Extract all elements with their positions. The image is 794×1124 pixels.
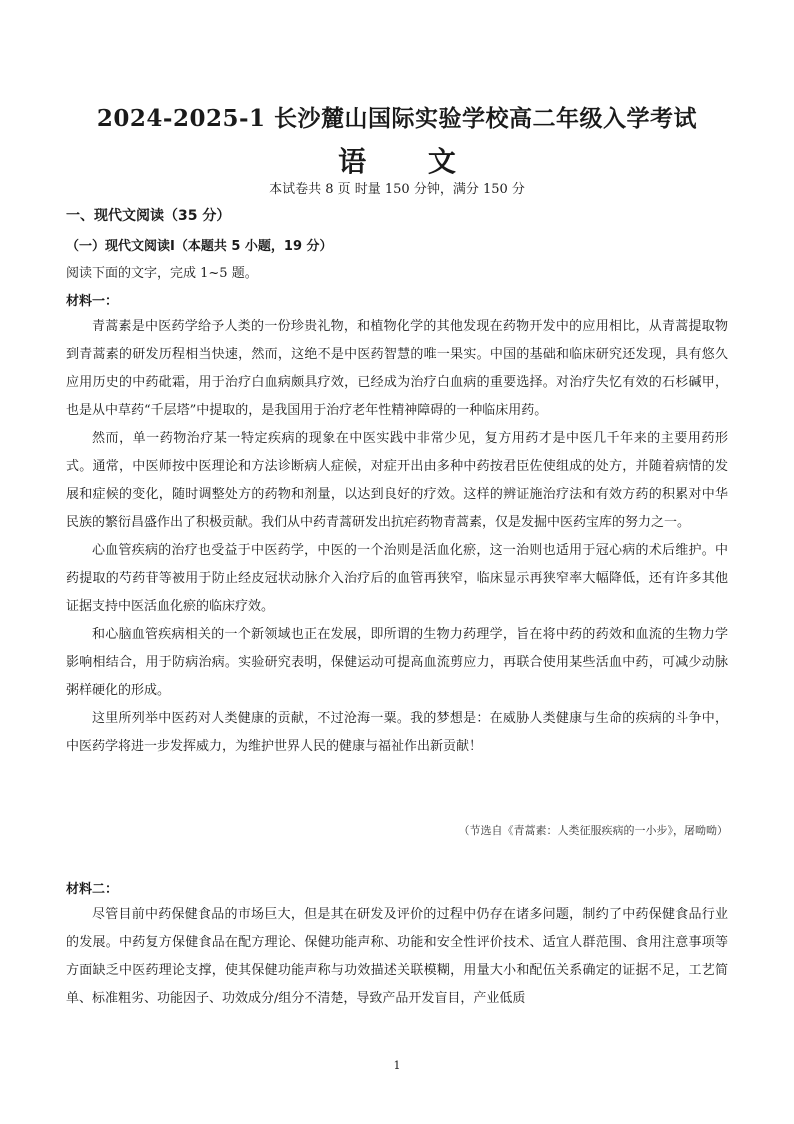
subject-title: 语 文 — [338, 145, 482, 178]
page-number: 1 — [393, 1059, 401, 1072]
material-one-paragraph: 然而，单一药物治疗某一特定疾病的现象在中医实践中非常少见，复方用药才是中医几千年来的主要用药形式。通常，中医师按中医理论和方法诊断病人症候，对症开出由多种中药按君臣佐使组成的处方，并随着病情的发展和症候的变化，随时调整处方的药物和剂量，以达到良好的疗效。这样的辨证施治疗法和有效方药的积累对中华民族的繁衍昌盛作出了积极贡献。我们从中药青蒿研发出抗疟药物青蒿素，仅是发掘中医药宝库的努力之一。 — [66, 431, 728, 530]
material-one-paragraph: 心血管疾病的治疗也受益于中医药学，中医的一个治则是活血化瘀，这一治则也适用于冠心病的术后维护。中药提取的芍药苷等被用于防止经皮冠状动脉介入治疗后的血管再狭窄，临床显示再狭窄率大幅降低，还有许多其他证据支持中医活血化瘀的临床疗效。 — [66, 543, 728, 614]
material-one-paragraph: 这里所列举中医药对人类健康的贡献，不过沧海一粟。我的梦想是：在威胁人类健康与生命的疾病的斗争中，中医药学将进一步发挥威力，为维护世界人民的健康与福祉作出新贡献！ — [66, 711, 728, 754]
material-one-paragraph: 和心脑血管疾病相关的一个新领域也正在发展，即所谓的生物力药理学，旨在将中药的药效和血流的生物力学影响相结合，用于防病治病。实验研究表明，保健运动可提高血流剪应力，再联合使用某些活血中药，可减少动脉粥样硬化的形成。 — [66, 627, 728, 698]
material-two-paragraph: 尽管目前中药保健食品的市场巨大，但是其在研发及评价的过程中仍存在诸多问题，制约了中药保健食品行业的发展。中药复方保健食品在配方理论、保健功能声称、功能和安全性评价技术、适宜人群范围、食用注意事项等方面缺乏中医药理论支撑，使其保健功能声称与功效描述关联模糊，用量大小和配伍关系确定的证据不足，工艺简单、标准粗劣、功能因子、功效成分/组分不清楚，导致产品开发盲目，产业低质 — [66, 907, 728, 1006]
material-one-text — [66, 313, 728, 761]
material-two-text — [66, 901, 728, 1013]
exam-info: 本试卷共 8 页 时量 150 分钟，满分 150 分 — [269, 182, 525, 197]
exam-title: 2024-2025-1 长沙麓山国际实验学校高二年级入学考试 — [96, 105, 698, 132]
reading-instruction: 阅读下面的文字，完成 1~5 题。 — [66, 266, 258, 281]
material-one-label: 材料一： — [66, 294, 119, 309]
section-heading: 一、现代文阅读（35 分） — [66, 208, 231, 224]
material-one-source: （节选自《青蒿素：人类征服疾病的一小步》，屠呦呦） — [458, 824, 728, 837]
material-one-paragraph: 青蒿素是中医药学给予人类的一份珍贵礼物，和植物化学的其他发现在药物开发中的应用相比，从青蒿提取物到青蒿素的研发历程相当快速，然而，这绝不是中医药智慧的唯一果实。中国的基础和临床研究还发现，具有悠久应用历史的中药砒霜，用于治疗白血病颇具疗效，已经成为治疗白血病的重要选择。对治疗失忆有效的石杉碱甲，也是从中草药“千层塔”中提取的，是我国用于治疗老年性精神障碍的一种临床用药。 — [66, 319, 728, 418]
subsection-heading: （一）现代文阅读Ⅰ（本题共 5 小题，19 分） — [66, 239, 333, 254]
material-two-label: 材料二： — [66, 882, 119, 897]
